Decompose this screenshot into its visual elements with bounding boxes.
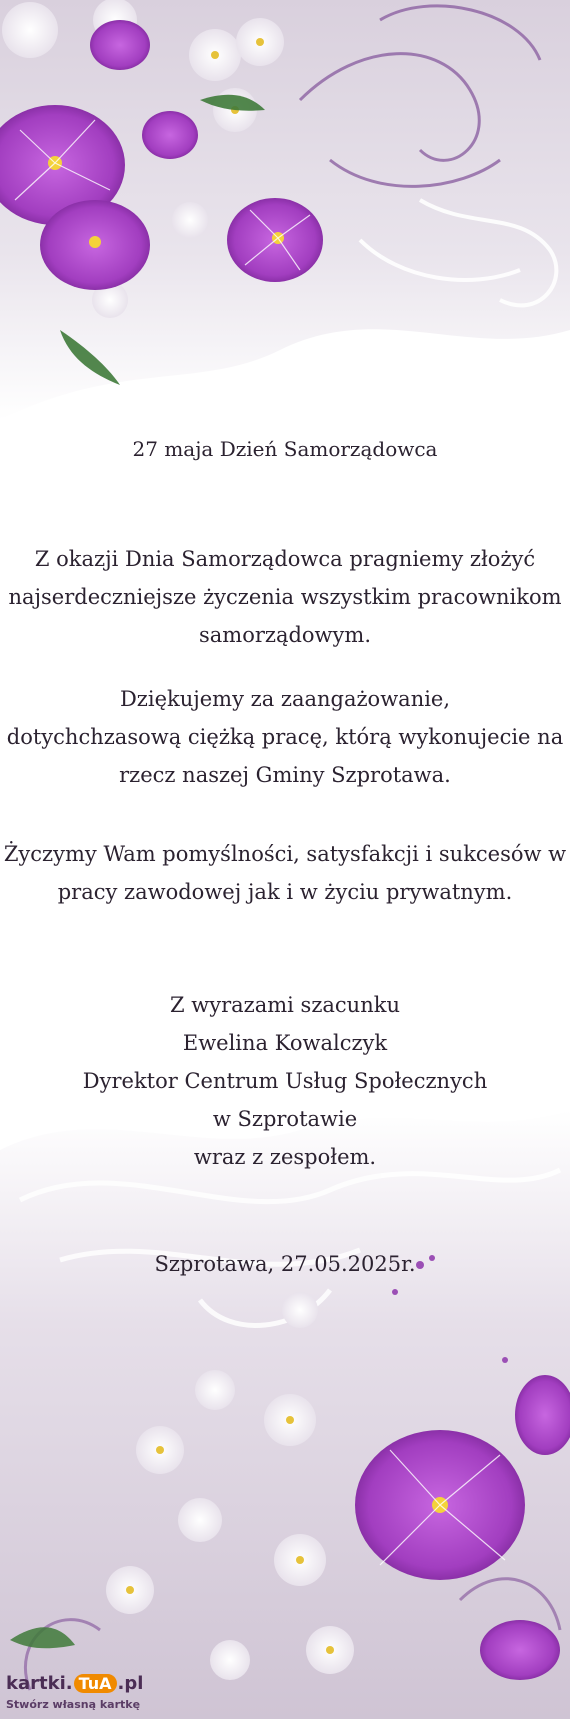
logo-suffix: .pl [117, 1673, 144, 1694]
paragraph-greetings [0, 540, 570, 654]
signature-block [0, 986, 570, 1176]
logo-brand [6, 1673, 143, 1694]
paragraph-line: Z okazji Dnia Samorządowca pragniemy złożyć [34, 547, 536, 571]
paragraph-line: samorządowym. [199, 623, 371, 647]
card-title [0, 430, 570, 468]
paragraph-line: pracy zawodowej jak i w życiu prywatnym. [57, 880, 513, 904]
paragraph-wishes [0, 835, 570, 911]
signature-line: Z wyrazami szacunku [170, 993, 400, 1017]
paragraph-thanks [0, 680, 570, 794]
paragraph-line: Życzymy Wam pomyślności, satysfakcji i sukcesów w [3, 842, 567, 866]
paragraph-line: najserdeczniejsze życzenia wszystkim pracownikom [8, 585, 562, 609]
signature-line: Ewelina Kowalczyk [182, 1031, 388, 1055]
logo-prefix: kartki. [6, 1673, 73, 1694]
logo-badge: TuA [74, 1674, 117, 1693]
paragraph-line: dotychchzasową ciężką pracę, którą wykonujecie na [6, 725, 564, 749]
place-date [0, 1245, 570, 1283]
signature-line: wraz z zespołem. [193, 1145, 377, 1169]
paragraph-line: Dziękujemy za zaangażowanie, [119, 687, 451, 711]
place-date-text: Szprotawa, 27.05.2025r. [154, 1252, 416, 1276]
paragraph-line: rzecz naszej Gminy Szprotawa. [119, 763, 451, 787]
signature-line: w Szprotawie [212, 1107, 358, 1131]
title-text: 27 maja Dzień Samorządowca [132, 437, 438, 461]
signature-line: Dyrektor Centrum Usług Społecznych [82, 1069, 488, 1093]
logo-tagline: Stwórz własną kartkę [6, 1698, 141, 1711]
